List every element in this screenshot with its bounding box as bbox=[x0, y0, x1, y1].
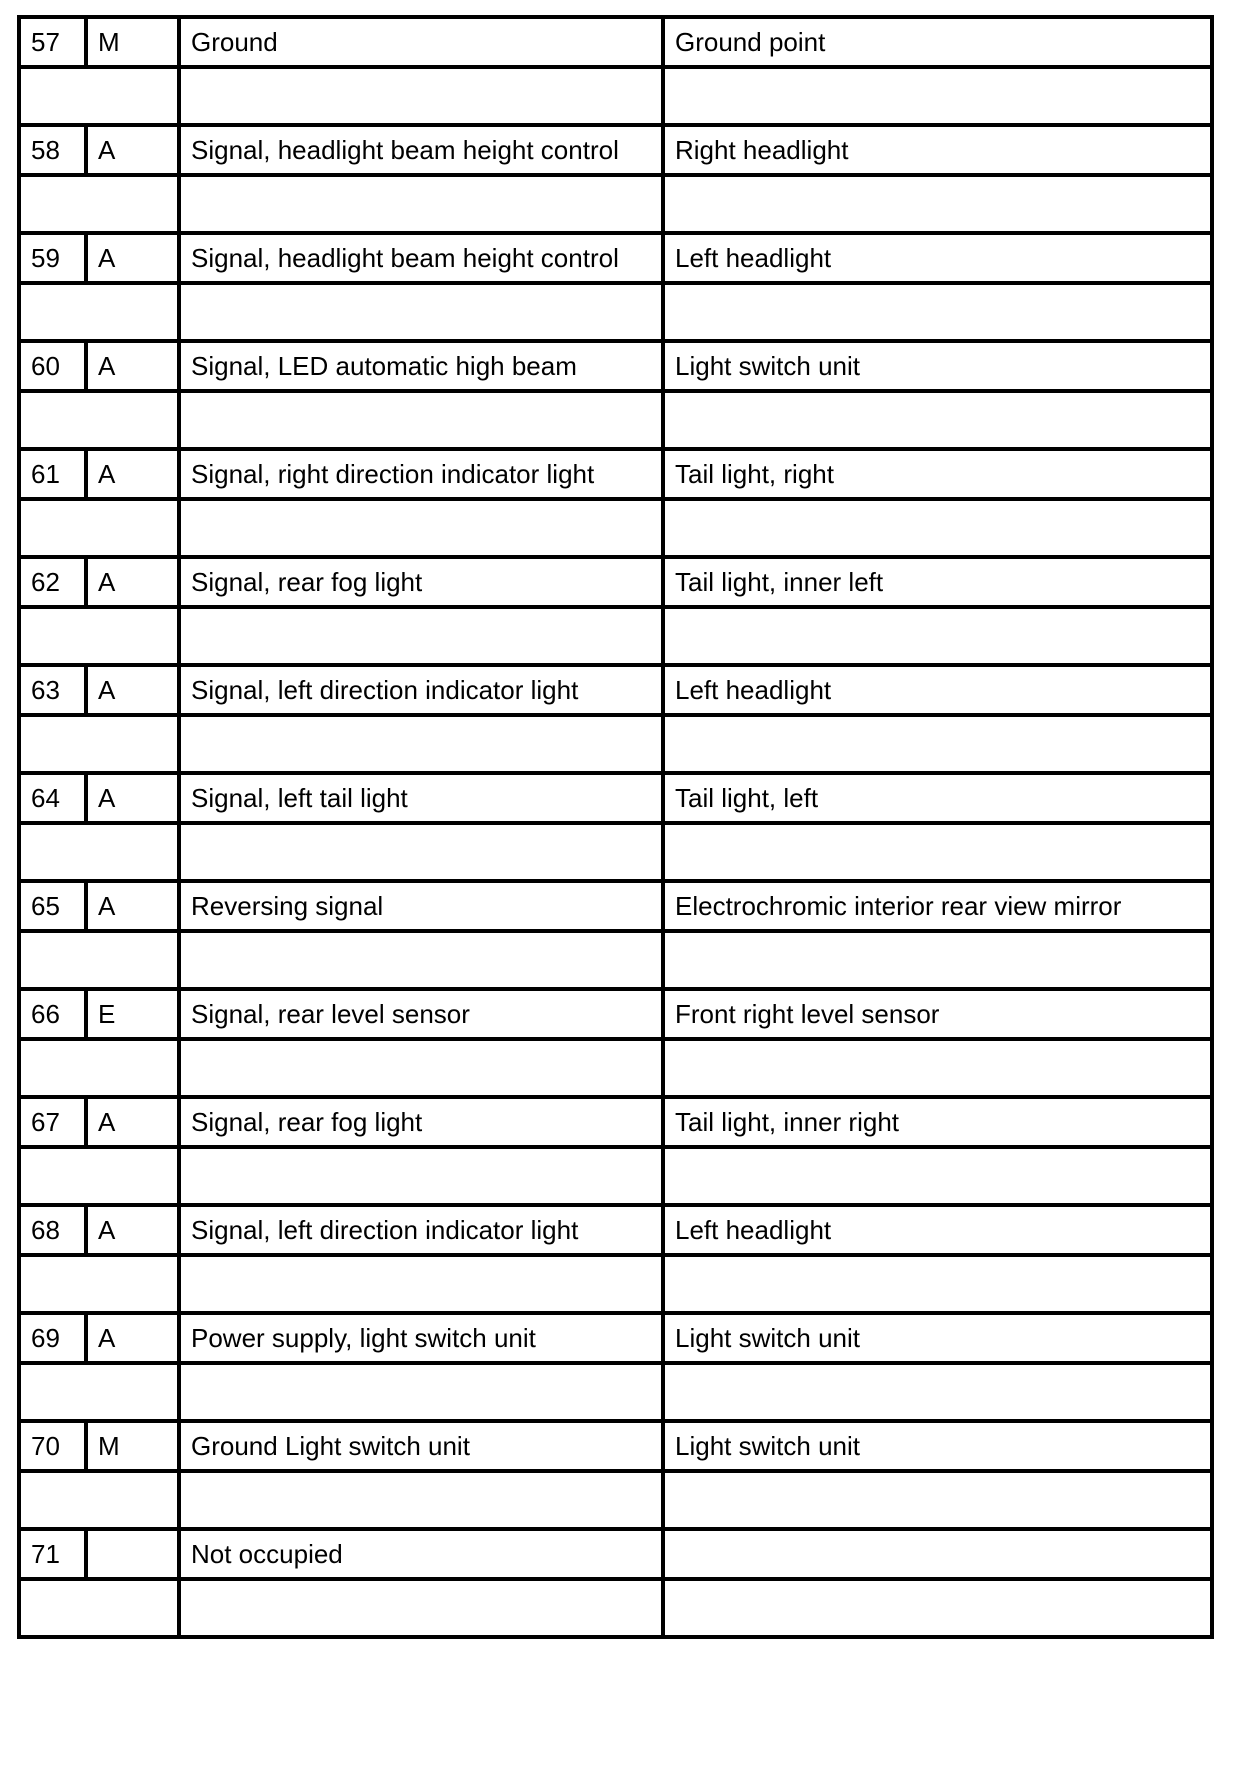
pin-type-cell: E bbox=[86, 989, 179, 1039]
pin-destination-cell: Light switch unit bbox=[663, 1421, 1212, 1471]
pin-destination-cell: Tail light, left bbox=[663, 773, 1212, 823]
pin-description-cell: Signal, left tail light bbox=[179, 773, 663, 823]
spacer-cell bbox=[179, 499, 663, 557]
pin-description-cell: Signal, rear level sensor bbox=[179, 989, 663, 1039]
spacer-cell bbox=[19, 499, 179, 557]
pin-type-cell: A bbox=[86, 1313, 179, 1363]
pin-type-cell: A bbox=[86, 773, 179, 823]
table-spacer-row bbox=[19, 1579, 1212, 1637]
spacer-cell bbox=[19, 1039, 179, 1097]
spacer-cell bbox=[179, 283, 663, 341]
pin-number-cell: 58 bbox=[19, 125, 86, 175]
pin-type-cell: A bbox=[86, 125, 179, 175]
spacer-cell bbox=[19, 607, 179, 665]
pin-destination-cell: Left headlight bbox=[663, 233, 1212, 283]
pin-description-cell: Signal, right direction indicator light bbox=[179, 449, 663, 499]
pin-number-cell: 71 bbox=[19, 1529, 86, 1579]
spacer-cell bbox=[663, 1039, 1212, 1097]
table-row bbox=[19, 449, 1212, 499]
pin-number-cell: 68 bbox=[19, 1205, 86, 1255]
spacer-cell bbox=[663, 607, 1212, 665]
pin-destination-cell: Right headlight bbox=[663, 125, 1212, 175]
pin-destination-cell bbox=[663, 1529, 1212, 1579]
pin-description-cell: Signal, rear fog light bbox=[179, 557, 663, 607]
table-spacer-row bbox=[19, 175, 1212, 233]
spacer-cell bbox=[19, 1363, 179, 1421]
table-spacer-row bbox=[19, 1363, 1212, 1421]
spacer-cell bbox=[179, 931, 663, 989]
spacer-cell bbox=[179, 607, 663, 665]
table-row bbox=[19, 17, 1212, 67]
pin-type-cell: A bbox=[86, 1205, 179, 1255]
table-row bbox=[19, 665, 1212, 715]
spacer-cell bbox=[663, 1255, 1212, 1313]
pin-number-cell: 70 bbox=[19, 1421, 86, 1471]
table-row bbox=[19, 989, 1212, 1039]
pin-description-cell: Signal, headlight beam height control bbox=[179, 125, 663, 175]
pin-destination-cell: Left headlight bbox=[663, 665, 1212, 715]
spacer-cell bbox=[19, 715, 179, 773]
spacer-cell bbox=[19, 1579, 179, 1637]
table-row bbox=[19, 341, 1212, 391]
spacer-cell bbox=[663, 283, 1212, 341]
pin-number-cell: 62 bbox=[19, 557, 86, 607]
table-row bbox=[19, 773, 1212, 823]
pin-type-cell: M bbox=[86, 1421, 179, 1471]
spacer-cell bbox=[19, 175, 179, 233]
spacer-cell bbox=[179, 67, 663, 125]
pin-description-cell: Ground bbox=[179, 17, 663, 67]
spacer-cell bbox=[19, 391, 179, 449]
pin-number-cell: 66 bbox=[19, 989, 86, 1039]
spacer-cell bbox=[179, 175, 663, 233]
spacer-cell bbox=[663, 1471, 1212, 1529]
table-spacer-row bbox=[19, 1471, 1212, 1529]
pin-number-cell: 60 bbox=[19, 341, 86, 391]
pin-destination-cell: Electrochromic interior rear view mirror bbox=[663, 881, 1212, 931]
table-row bbox=[19, 1421, 1212, 1471]
spacer-cell bbox=[179, 1147, 663, 1205]
spacer-cell bbox=[663, 175, 1212, 233]
pin-destination-cell: Front right level sensor bbox=[663, 989, 1212, 1039]
pin-description-cell: Signal, LED automatic high beam bbox=[179, 341, 663, 391]
pin-number-cell: 65 bbox=[19, 881, 86, 931]
table-spacer-row bbox=[19, 391, 1212, 449]
spacer-cell bbox=[663, 931, 1212, 989]
pin-type-cell: A bbox=[86, 557, 179, 607]
spacer-cell bbox=[663, 499, 1212, 557]
table-spacer-row bbox=[19, 931, 1212, 989]
pin-number-cell: 64 bbox=[19, 773, 86, 823]
pin-number-cell: 57 bbox=[19, 17, 86, 67]
pin-destination-cell: Left headlight bbox=[663, 1205, 1212, 1255]
pin-destination-cell: Light switch unit bbox=[663, 341, 1212, 391]
spacer-cell bbox=[19, 67, 179, 125]
table-row bbox=[19, 233, 1212, 283]
pin-description-cell: Not occupied bbox=[179, 1529, 663, 1579]
pin-destination-cell: Tail light, inner left bbox=[663, 557, 1212, 607]
pin-description-cell: Signal, left direction indicator light bbox=[179, 665, 663, 715]
pin-type-cell: A bbox=[86, 233, 179, 283]
spacer-cell bbox=[179, 823, 663, 881]
table-spacer-row bbox=[19, 1147, 1212, 1205]
pin-table-body bbox=[19, 17, 1212, 1637]
table-row bbox=[19, 1313, 1212, 1363]
pin-type-cell bbox=[86, 1529, 179, 1579]
table-row bbox=[19, 557, 1212, 607]
table-row bbox=[19, 1529, 1212, 1579]
spacer-cell bbox=[663, 1363, 1212, 1421]
spacer-cell bbox=[19, 931, 179, 989]
table-spacer-row bbox=[19, 715, 1212, 773]
pin-destination-cell: Tail light, inner right bbox=[663, 1097, 1212, 1147]
pin-destination-cell: Light switch unit bbox=[663, 1313, 1212, 1363]
table-row bbox=[19, 125, 1212, 175]
pin-type-cell: A bbox=[86, 341, 179, 391]
pin-description-cell: Reversing signal bbox=[179, 881, 663, 931]
spacer-cell bbox=[19, 1147, 179, 1205]
table-spacer-row bbox=[19, 823, 1212, 881]
spacer-cell bbox=[663, 1147, 1212, 1205]
spacer-cell bbox=[19, 1471, 179, 1529]
spacer-cell bbox=[663, 391, 1212, 449]
spacer-cell bbox=[19, 1255, 179, 1313]
pin-number-cell: 69 bbox=[19, 1313, 86, 1363]
spacer-cell bbox=[19, 283, 179, 341]
spacer-cell bbox=[179, 1363, 663, 1421]
pin-description-cell: Ground Light switch unit bbox=[179, 1421, 663, 1471]
pin-number-cell: 63 bbox=[19, 665, 86, 715]
spacer-cell bbox=[179, 1471, 663, 1529]
pin-description-cell: Signal, left direction indicator light bbox=[179, 1205, 663, 1255]
pin-description-cell: Signal, rear fog light bbox=[179, 1097, 663, 1147]
table-row bbox=[19, 881, 1212, 931]
pin-type-cell: A bbox=[86, 665, 179, 715]
table-row bbox=[19, 1205, 1212, 1255]
pin-assignment-table bbox=[17, 15, 1214, 1639]
pin-type-cell: A bbox=[86, 881, 179, 931]
table-spacer-row bbox=[19, 67, 1212, 125]
pin-description-cell: Signal, headlight beam height control bbox=[179, 233, 663, 283]
pin-number-cell: 67 bbox=[19, 1097, 86, 1147]
spacer-cell bbox=[19, 823, 179, 881]
spacer-cell bbox=[179, 715, 663, 773]
pin-type-cell: M bbox=[86, 17, 179, 67]
table-row bbox=[19, 1097, 1212, 1147]
pin-type-cell: A bbox=[86, 1097, 179, 1147]
pin-destination-cell: Ground point bbox=[663, 17, 1212, 67]
table-spacer-row bbox=[19, 283, 1212, 341]
pin-destination-cell: Tail light, right bbox=[663, 449, 1212, 499]
pin-type-cell: A bbox=[86, 449, 179, 499]
spacer-cell bbox=[663, 1579, 1212, 1637]
pin-number-cell: 61 bbox=[19, 449, 86, 499]
pin-description-cell: Power supply, light switch unit bbox=[179, 1313, 663, 1363]
spacer-cell bbox=[179, 1579, 663, 1637]
table-spacer-row bbox=[19, 607, 1212, 665]
spacer-cell bbox=[663, 823, 1212, 881]
spacer-cell bbox=[663, 715, 1212, 773]
table-spacer-row bbox=[19, 1039, 1212, 1097]
spacer-cell bbox=[179, 1255, 663, 1313]
spacer-cell bbox=[663, 67, 1212, 125]
table-spacer-row bbox=[19, 499, 1212, 557]
pin-number-cell: 59 bbox=[19, 233, 86, 283]
spacer-cell bbox=[179, 1039, 663, 1097]
table-spacer-row bbox=[19, 1255, 1212, 1313]
spacer-cell bbox=[179, 391, 663, 449]
